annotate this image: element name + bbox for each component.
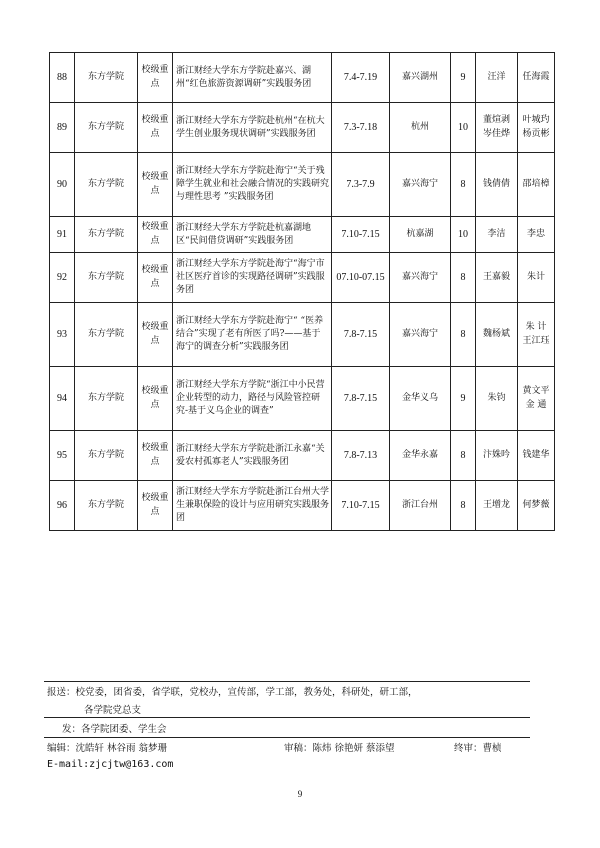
table-row bbox=[50, 431, 555, 481]
cell-leader: 王嘉毅 bbox=[476, 253, 518, 303]
cell-number: 90 bbox=[50, 153, 75, 217]
cell-teacher: 任海霞 bbox=[518, 53, 555, 103]
cell-college: 东方学院 bbox=[75, 481, 138, 531]
cell-leader: 汴姝吟 bbox=[476, 431, 518, 481]
cell-teacher: 叶城玓 杨贡彬 bbox=[518, 103, 555, 153]
cell-place: 杭州 bbox=[390, 103, 451, 153]
cell-place: 杭嘉湖 bbox=[390, 217, 451, 253]
final-review-line: 终审：曹桢 bbox=[454, 743, 502, 754]
cell-number: 94 bbox=[50, 367, 75, 431]
cell-leader: 朱钧 bbox=[476, 367, 518, 431]
report-to-line: 报送：校党委，团省委，省学联，党校办，宣传部，学工部，教务处，科研处，研工部， bbox=[47, 687, 418, 698]
table-row bbox=[50, 153, 555, 217]
cell-leader: 李洁 bbox=[476, 217, 518, 253]
footer-rule-bottom bbox=[44, 737, 530, 738]
cell-level: 校级重点 bbox=[138, 153, 173, 217]
cell-leader: 汪洋 bbox=[476, 53, 518, 103]
project-table bbox=[49, 52, 555, 531]
cell-leader: 董煊剥 岑佳烨 bbox=[476, 103, 518, 153]
email-line: E-mail:zjcjtw@163.com bbox=[47, 759, 174, 770]
cell-project: 浙江财经大学东方学院赴杭州“在杭大学生创业服务现状调研”实践服务团 bbox=[173, 103, 332, 153]
cell-place: 嘉兴海宁 bbox=[390, 303, 451, 367]
cell-count: 9 bbox=[451, 367, 476, 431]
page-number: 9 bbox=[297, 789, 303, 799]
report-to-line-cont: 各学院党总支 bbox=[84, 705, 142, 716]
reviewers-line: 审稿：陈炜 徐艳妍 蔡添望 bbox=[284, 743, 395, 754]
cell-place: 嘉兴海宁 bbox=[390, 253, 451, 303]
cell-level: 校级重点 bbox=[138, 253, 173, 303]
cell-project: 浙江财经大学东方学院赴海宁“海宁市社区医疗首诊的实现路径调研”实践服务团 bbox=[173, 253, 332, 303]
cell-college: 东方学院 bbox=[75, 153, 138, 217]
cell-number: 92 bbox=[50, 253, 75, 303]
cell-dates: 7.3-7.18 bbox=[332, 103, 390, 153]
table-row bbox=[50, 103, 555, 153]
cell-dates: 7.8-7.15 bbox=[332, 367, 390, 431]
cell-count: 8 bbox=[451, 481, 476, 531]
cell-number: 95 bbox=[50, 431, 75, 481]
cell-level: 校级重点 bbox=[138, 481, 173, 531]
cell-place: 浙江台州 bbox=[390, 481, 451, 531]
distribute-line: 发：各学院团委、学生会 bbox=[62, 724, 167, 735]
cell-count: 8 bbox=[451, 253, 476, 303]
cell-place: 嘉兴湖州 bbox=[390, 53, 451, 103]
cell-dates: 7.8-7.15 bbox=[332, 303, 390, 367]
cell-teacher: 钱建华 bbox=[518, 431, 555, 481]
cell-project: 浙江财经大学东方学院赴杭嘉湖地区“民间借贷调研”实践服务团 bbox=[173, 217, 332, 253]
cell-place: 嘉兴海宁 bbox=[390, 153, 451, 217]
cell-level: 校级重点 bbox=[138, 367, 173, 431]
table-row bbox=[50, 253, 555, 303]
cell-leader: 王增龙 bbox=[476, 481, 518, 531]
cell-teacher: 朱 计 王江珏 bbox=[518, 303, 555, 367]
editors-line: 编辑：沈皓轩 林谷雨 翁梦珊 bbox=[47, 743, 168, 754]
cell-dates: 7.3-7.9 bbox=[332, 153, 390, 217]
cell-college: 东方学院 bbox=[75, 53, 138, 103]
cell-place: 金华永嘉 bbox=[390, 431, 451, 481]
cell-count: 8 bbox=[451, 153, 476, 217]
table-row bbox=[50, 53, 555, 103]
cell-count: 8 bbox=[451, 303, 476, 367]
cell-number: 93 bbox=[50, 303, 75, 367]
cell-number: 88 bbox=[50, 53, 75, 103]
cell-teacher: 何梦薇 bbox=[518, 481, 555, 531]
cell-teacher: 李忠 bbox=[518, 217, 555, 253]
cell-dates: 7.8-7.13 bbox=[332, 431, 390, 481]
table-row bbox=[50, 481, 555, 531]
table-row bbox=[50, 367, 555, 431]
cell-count: 9 bbox=[451, 53, 476, 103]
cell-college: 东方学院 bbox=[75, 217, 138, 253]
cell-college: 东方学院 bbox=[75, 103, 138, 153]
footer-rule-top bbox=[44, 681, 530, 682]
cell-level: 校级重点 bbox=[138, 431, 173, 481]
cell-project: 浙江财经大学东方学院赴浙江永嘉“关爱农村孤寡老人”实践服务团 bbox=[173, 431, 332, 481]
cell-dates: 7.10-7.15 bbox=[332, 217, 390, 253]
cell-leader: 魏杨斌 bbox=[476, 303, 518, 367]
cell-level: 校级重点 bbox=[138, 103, 173, 153]
cell-number: 89 bbox=[50, 103, 75, 153]
cell-count: 8 bbox=[451, 431, 476, 481]
footer-rule-mid bbox=[44, 717, 530, 718]
cell-level: 校级重点 bbox=[138, 303, 173, 367]
cell-project: 浙江财经大学东方学院赴海宁“关于残障学生就业和社会融合情况的实践研究与理性思考 ”实践服务团 bbox=[173, 153, 332, 217]
cell-project: 浙江财经大学东方学院赴浙江台州大学生兼职保险的设计与应用研究实践服务团 bbox=[173, 481, 332, 531]
table-row bbox=[50, 303, 555, 367]
cell-dates: 7.10-7.15 bbox=[332, 481, 390, 531]
cell-project: 浙江财经大学东方学院赴嘉兴、湖州“红色旅游资源调研”实践服务团 bbox=[173, 53, 332, 103]
cell-college: 东方学院 bbox=[75, 367, 138, 431]
cell-college: 东方学院 bbox=[75, 431, 138, 481]
cell-teacher: 邵培樟 bbox=[518, 153, 555, 217]
cell-number: 91 bbox=[50, 217, 75, 253]
cell-dates: 7.4-7.19 bbox=[332, 53, 390, 103]
cell-count: 10 bbox=[451, 103, 476, 153]
cell-number: 96 bbox=[50, 481, 75, 531]
cell-leader: 钱倩倩 bbox=[476, 153, 518, 217]
cell-project: 浙江财经大学东方学院赴海宁“ “医养结合”实现了老有所医了吗?——基于海宁的调查分析”实践服务团 bbox=[173, 303, 332, 367]
cell-teacher: 黄文平 金 通 bbox=[518, 367, 555, 431]
cell-project: 浙江财经大学东方学院“浙江中小民营企业转型的动力，路径与风险管控研究-基于义乌企业的调查” bbox=[173, 367, 332, 431]
cell-dates: 07.10-07.15 bbox=[332, 253, 390, 303]
cell-teacher: 朱计 bbox=[518, 253, 555, 303]
cell-count: 10 bbox=[451, 217, 476, 253]
cell-level: 校级重点 bbox=[138, 53, 173, 103]
cell-level: 校级重点 bbox=[138, 217, 173, 253]
cell-college: 东方学院 bbox=[75, 303, 138, 367]
cell-place: 金华义乌 bbox=[390, 367, 451, 431]
cell-college: 东方学院 bbox=[75, 253, 138, 303]
table-row bbox=[50, 217, 555, 253]
